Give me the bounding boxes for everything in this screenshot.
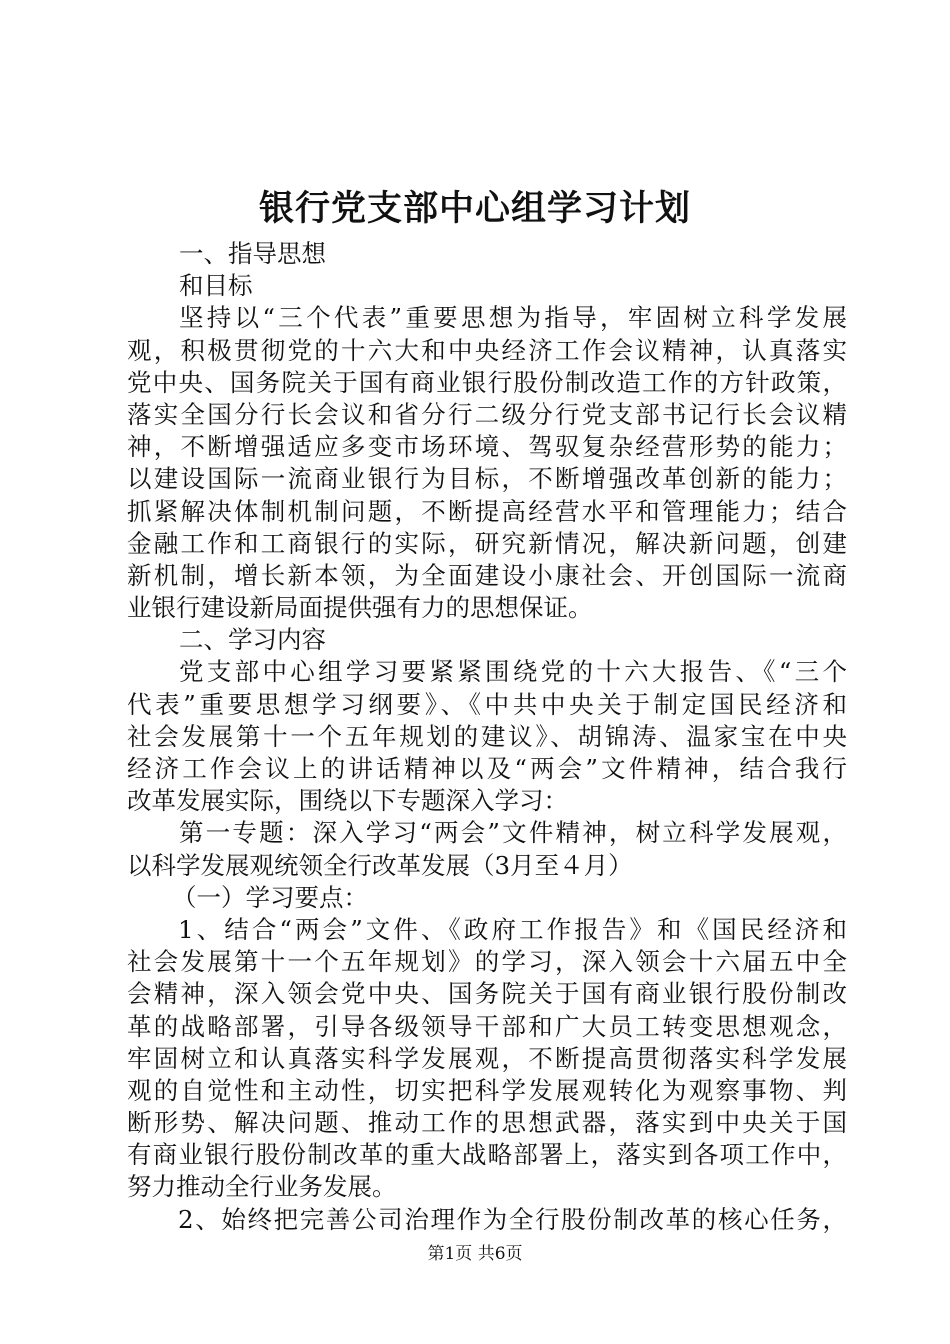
paragraph-line: 努力推动全行业务发展。	[127, 1172, 397, 1202]
paragraph-line: 党中央、国务院关于国有商业银行股份制改造工作的方针政策，	[127, 367, 847, 397]
paragraph-line: 改革发展实际，围绕以下专题深入学习：	[127, 786, 568, 816]
paragraph-line: 观的自觉性和主动性，切实把科学发展观转化为观察事物、判	[127, 1075, 847, 1105]
paragraph-line: 社会发展第十一个五年规划》的学习，深入领会十六届五中全	[127, 947, 847, 977]
subsection-heading: （一）学习要点：	[172, 882, 368, 912]
paragraph-line: 坚持以“三个代表”重要思想为指导，牢固树立科学发展	[179, 303, 847, 333]
paragraph-line: 以建设国际一流商业银行为目标，不断增强改革创新的能力；	[127, 464, 847, 494]
paragraph-line: 牢固树立和认真落实科学发展观，不断提高贯彻落实科学发展	[127, 1043, 847, 1073]
paragraph-line: 抓紧解决体制机制问题，不断提高经营水平和管理能力；结合	[127, 496, 847, 526]
paragraph-line: 2、始终把完善公司治理作为全行股份制改革的核心任务，	[178, 1204, 847, 1234]
paragraph-line: 革的战略部署，引导各级领导干部和广大员工转变思想观念，	[127, 1011, 847, 1041]
document-body	[127, 238, 847, 1236]
section-heading-continued: 和目标	[179, 271, 253, 301]
paragraph-line: 有商业银行股份制改革的重大战略部署上，落实到各项工作中，	[127, 1140, 847, 1170]
paragraph-line: 经济工作会议上的讲话精神以及“两会”文件精神，结合我行	[127, 754, 847, 783]
page-footer: 第1页 共6页	[427, 1244, 523, 1264]
paragraph-line: 1、结合“两会”文件、《政府工作报告》和《国民经济和	[178, 914, 847, 944]
paragraph-line: 业银行建设新局面提供强有力的思想保证。	[127, 593, 593, 623]
document-title: 银行党支部中心组学习计划	[258, 188, 691, 229]
paragraph-line: 会精神，深入领会党中央、国务院关于国有商业银行股份制改	[127, 979, 847, 1009]
paragraph-line: 社会发展第十一个五年规划的建议》、胡锦涛、温家宝在中央	[127, 721, 847, 751]
paragraph-line: 落实全国分行长会议和省分行二级分行党支部书记行长会议精	[127, 399, 847, 429]
paragraph-line: 新机制，增长新本领，为全面建设小康社会、开创国际一流商	[127, 560, 847, 590]
paragraph-line: 神，不断增强适应多变市场环境、驾驭复杂经营形势的能力；	[127, 432, 847, 462]
section-heading: 二、学习内容	[179, 625, 326, 655]
paragraph-line: 观，积极贯彻党的十六大和中央经济工作会议精神，认真落实	[127, 335, 847, 365]
paragraph-line: 代表”重要思想学习纲要》、《中共中央关于制定国民经济和	[127, 689, 847, 719]
section-heading: 一、指导思想	[179, 239, 326, 268]
paragraph-line: 党支部中心组学习要紧紧围绕党的十六大报告、《“三个	[179, 657, 847, 687]
paragraph-line: 断形势、解决问题、推动工作的思想武器，落实到中央关于国	[127, 1108, 847, 1138]
topic-heading-continued: 以科学发展观统领全行改革发展（3月至４月）	[127, 850, 633, 880]
topic-heading: 第一专题：深入学习“两会”文件精神，树立科学发展观，	[179, 818, 847, 848]
paragraph-line: 金融工作和工商银行的实际，研究新情况，解决新问题，创建	[127, 528, 847, 558]
